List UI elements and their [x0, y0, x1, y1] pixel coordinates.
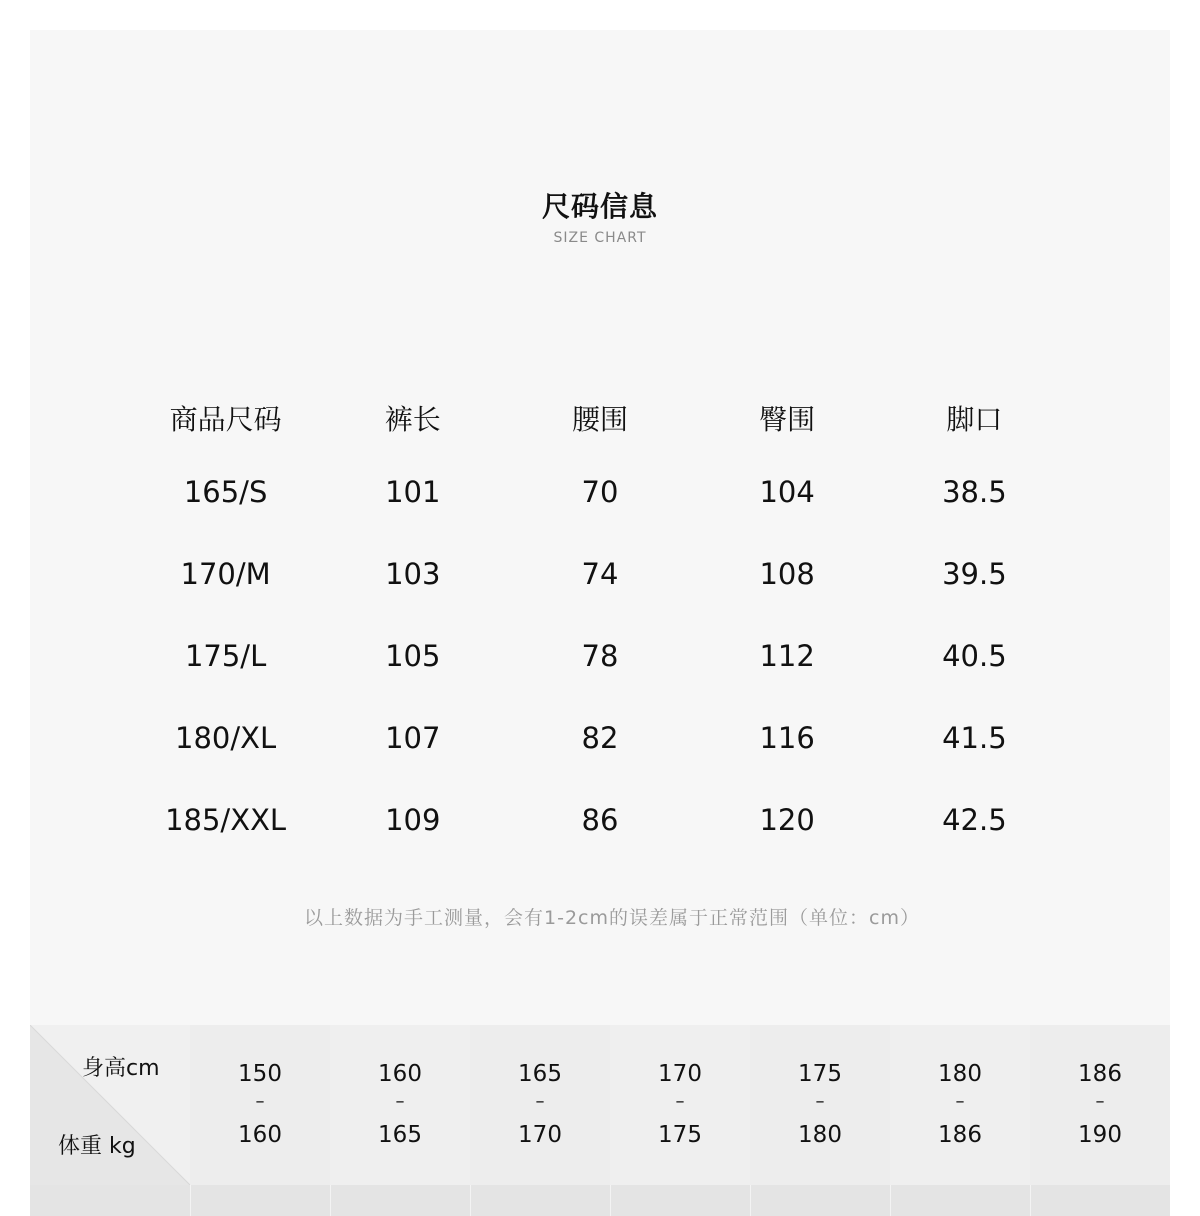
cell-pants-length: 103 — [385, 557, 441, 591]
cell-pants-length: 105 — [385, 639, 441, 673]
cell-size: 170/M — [180, 557, 271, 591]
column-header-size: 商品尺码 — [169, 403, 282, 436]
cell-pants-length: 107 — [385, 721, 441, 755]
weight-value: 190 — [1078, 1122, 1122, 1148]
cell-waist: 74 — [581, 557, 619, 591]
weight-value: 180 — [798, 1122, 842, 1148]
cell-hip: 112 — [759, 639, 815, 673]
page-subtitle: SIZE CHART — [553, 230, 647, 246]
cell-hip: 104 — [759, 475, 815, 509]
reference-cell — [1030, 1025, 1170, 1185]
cell-waist: 70 — [581, 475, 619, 509]
cell-hip: 116 — [759, 721, 815, 755]
cell-leg-opening: 41.5 — [942, 721, 1007, 755]
weight-value: 175 — [658, 1122, 702, 1148]
cell-hip: 108 — [759, 557, 815, 591]
range-dash: – — [1095, 1091, 1105, 1112]
table-row — [132, 615, 1068, 697]
reference-cell — [330, 1025, 470, 1185]
height-value: 160 — [378, 1061, 422, 1087]
column-header-hip: 臀围 — [759, 403, 816, 436]
reference-cell — [750, 1025, 890, 1185]
weight-value: 160 — [238, 1122, 282, 1148]
table-row — [132, 697, 1068, 779]
reference-blank-cell — [750, 1185, 890, 1216]
cell-leg-opening: 38.5 — [942, 475, 1007, 509]
reference-blank-cell — [190, 1185, 330, 1216]
reference-blank-cell — [30, 1185, 190, 1216]
page-title: 尺码信息 — [541, 190, 658, 223]
cell-size: 165/S — [183, 475, 268, 509]
size-table — [132, 385, 1068, 861]
height-value: 170 — [658, 1061, 702, 1087]
range-dash: – — [675, 1091, 685, 1112]
weight-label: 体重 kg — [58, 1134, 136, 1159]
cell-waist: 82 — [581, 721, 619, 755]
cell-leg-opening: 40.5 — [942, 639, 1007, 673]
range-dash: – — [395, 1091, 405, 1112]
height-label: 身高cm — [82, 1056, 160, 1081]
range-dash: – — [255, 1091, 265, 1112]
table-row — [132, 451, 1068, 533]
column-header-waist: 腰围 — [571, 403, 628, 436]
cell-waist: 86 — [581, 803, 619, 837]
cell-leg-opening: 42.5 — [942, 803, 1007, 837]
weight-value: 165 — [378, 1122, 422, 1148]
cell-pants-length: 101 — [385, 475, 441, 509]
height-value: 180 — [938, 1061, 982, 1087]
reference-blank-cell — [330, 1185, 470, 1216]
reference-row — [30, 1025, 1170, 1185]
table-row — [132, 779, 1068, 861]
column-header-pants-length: 裤长 — [384, 403, 441, 436]
reference-corner-cell — [30, 1025, 190, 1185]
reference-cell — [190, 1025, 330, 1185]
height-value: 186 — [1078, 1061, 1122, 1087]
reference-cell — [890, 1025, 1030, 1185]
reference-blank-cell — [1030, 1185, 1170, 1216]
reference-blank-cell — [890, 1185, 1030, 1216]
cell-size: 175/L — [184, 639, 267, 673]
reference-cell — [610, 1025, 750, 1185]
height-weight-reference — [30, 1025, 1170, 1216]
cell-waist: 78 — [581, 639, 619, 673]
range-dash: – — [955, 1091, 965, 1112]
weight-value: 170 — [518, 1122, 562, 1148]
weight-value: 186 — [938, 1122, 982, 1148]
cell-hip: 120 — [759, 803, 815, 837]
range-dash: – — [535, 1091, 545, 1112]
cell-leg-opening: 39.5 — [942, 557, 1007, 591]
reference-cell — [470, 1025, 610, 1185]
cell-pants-length: 109 — [385, 803, 441, 837]
measurement-note: 以上数据为手工测量，会有1-2cm的误差属于正常范围（单位：cm） — [304, 907, 920, 929]
height-value: 150 — [238, 1061, 282, 1087]
column-header-leg-opening: 脚口 — [946, 403, 1003, 436]
table-row — [132, 533, 1068, 615]
table-header-row — [132, 385, 1068, 451]
height-value: 175 — [798, 1061, 842, 1087]
cell-size: 185/XXL — [165, 803, 287, 837]
reference-blank-cell — [610, 1185, 750, 1216]
cell-size: 180/XL — [175, 721, 277, 755]
height-value: 165 — [518, 1061, 562, 1087]
reference-blank-cell — [470, 1185, 610, 1216]
diagonal-divider — [30, 1025, 190, 1185]
reference-next-row — [30, 1185, 1170, 1216]
range-dash: – — [815, 1091, 825, 1112]
